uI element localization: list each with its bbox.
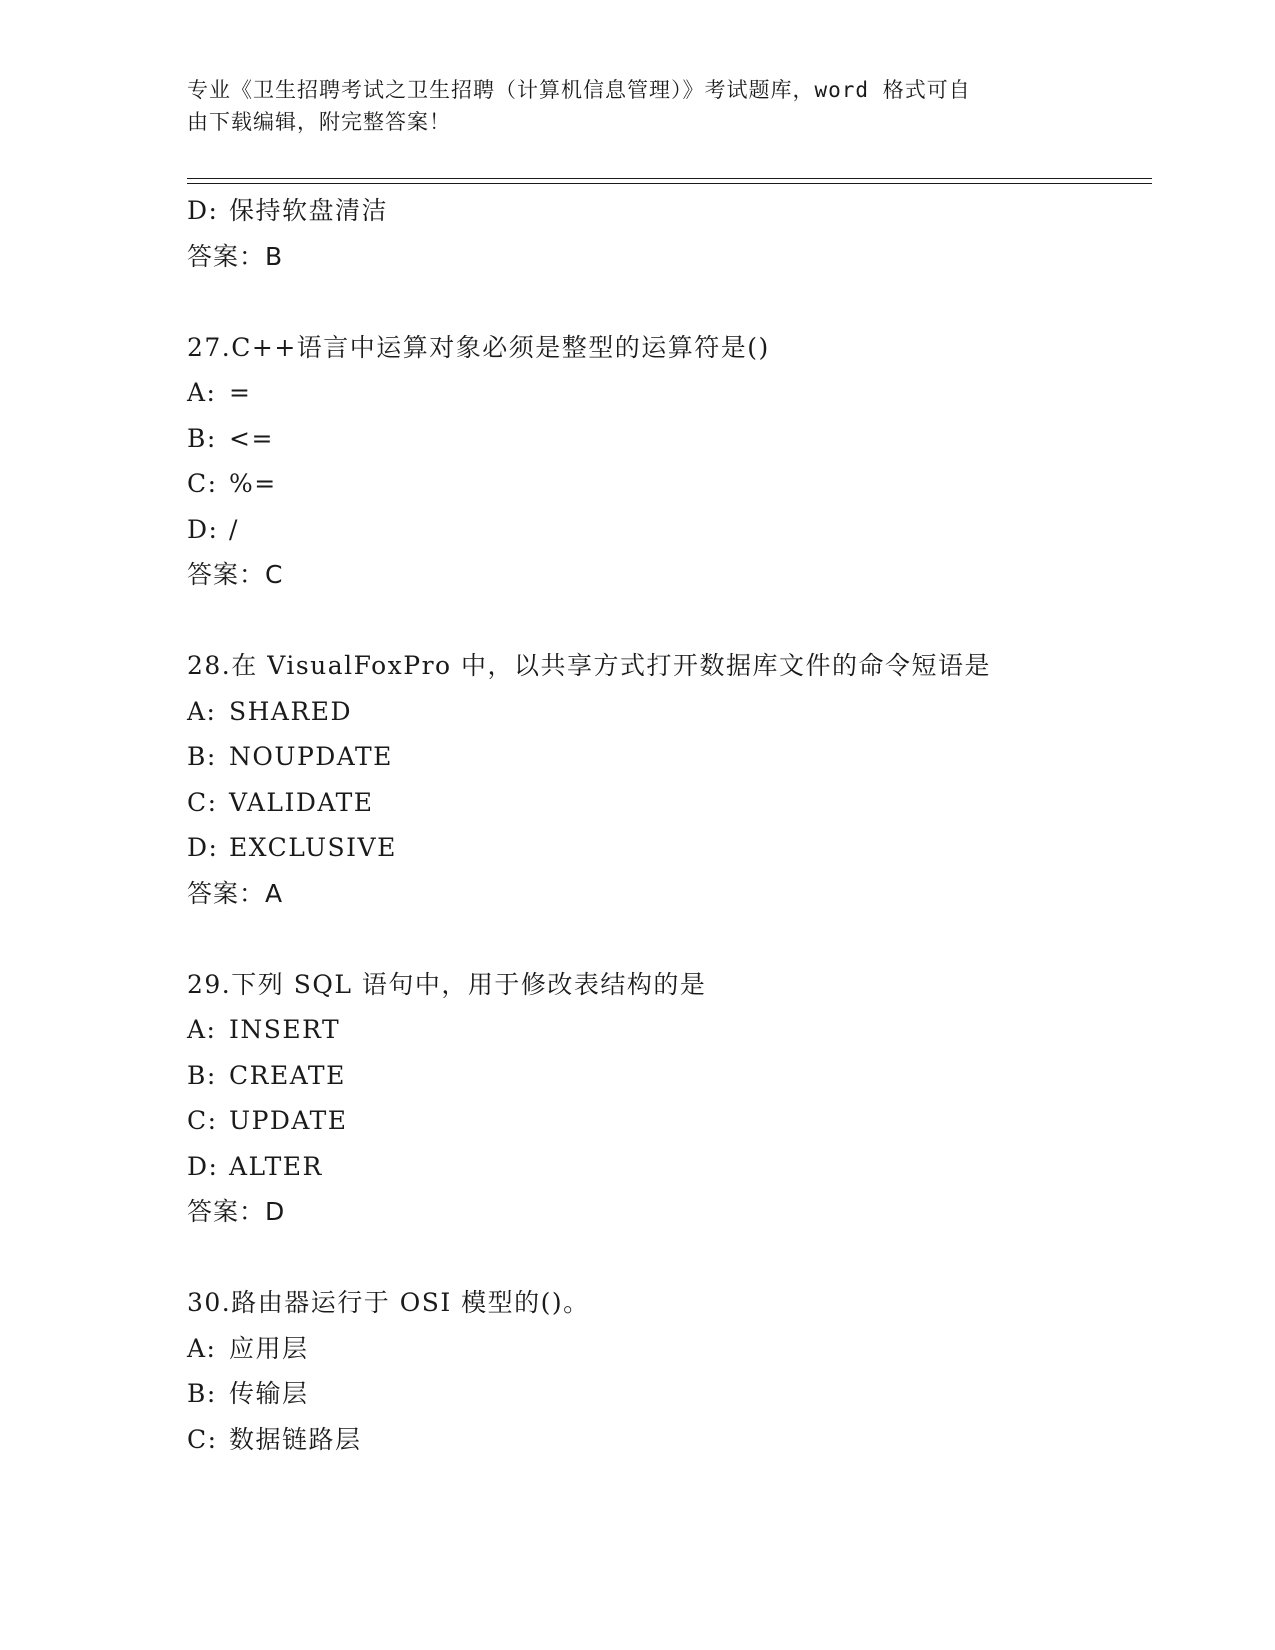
- option-line: [187, 1007, 1152, 1053]
- header-divider-top: [187, 178, 1152, 179]
- header-divider-bottom: [187, 183, 1152, 184]
- option-key: A:: [187, 696, 217, 726]
- option-line: [187, 370, 1152, 416]
- option-line: [187, 1417, 1152, 1463]
- option-text: 应用层: [229, 1333, 309, 1363]
- answer-line: 答案：B: [187, 241, 284, 271]
- option-text: EXCLUSIVE: [229, 833, 397, 862]
- option-line: [187, 1371, 1152, 1417]
- option-key: B:: [187, 1379, 217, 1408]
- option-text: 数据链路层: [229, 1424, 362, 1454]
- question-content: [187, 188, 1152, 1462]
- option-text: ALTER: [229, 1151, 323, 1181]
- option-key: A:: [187, 1333, 217, 1363]
- question-stem: 29.下列 SQL 语句中，用于修改表结构的是: [187, 969, 707, 999]
- question-stem: 27.C++语言中运算对象必须是整型的运算符是(): [187, 332, 770, 362]
- option-line: [187, 1098, 1152, 1144]
- option-text: INSERT: [229, 1015, 341, 1044]
- option-key: D:: [187, 196, 219, 225]
- option-line: [187, 416, 1152, 462]
- option-key: C:: [187, 1106, 218, 1135]
- option-key: D:: [187, 514, 219, 544]
- option-key: B:: [187, 423, 217, 453]
- option-line: [187, 734, 1152, 780]
- option-text: /: [229, 514, 239, 544]
- option-key: C:: [187, 787, 218, 817]
- option-line: [187, 825, 1152, 871]
- header-line-1: 专业《卫生招聘考试之卫生招聘（计算机信息管理）》考试题库，word 格式可自: [187, 78, 971, 102]
- option-line: [187, 780, 1152, 826]
- option-line: [187, 507, 1152, 553]
- answer-line: 答案：C: [187, 560, 284, 589]
- option-line: [187, 1326, 1152, 1372]
- option-line: [187, 188, 1152, 234]
- option-text: 保持软盘清洁: [229, 196, 389, 225]
- document-header: [187, 74, 1067, 138]
- option-key: C:: [187, 469, 218, 498]
- option-key: A:: [187, 1015, 217, 1044]
- option-line: [187, 1053, 1152, 1099]
- answer-line: 答案：A: [187, 878, 284, 908]
- option-key: D:: [187, 833, 219, 862]
- option-key: C:: [187, 1424, 218, 1454]
- option-text: <=: [229, 423, 274, 453]
- option-text: VALIDATE: [229, 787, 374, 817]
- option-text: 传输层: [229, 1379, 309, 1408]
- option-line: [187, 461, 1152, 507]
- option-key: B:: [187, 742, 217, 771]
- answer-line: 答案：D: [187, 1197, 286, 1226]
- option-text: =: [229, 378, 252, 407]
- option-line: [187, 1144, 1152, 1190]
- option-key: A:: [187, 378, 217, 407]
- header-line-2: 由下载编辑，附完整答案！: [187, 110, 451, 134]
- option-text: CREATE: [229, 1060, 346, 1090]
- question-stem: 28.在 VisualFoxPro 中，以共享方式打开数据库文件的命令短语是: [187, 651, 992, 680]
- option-line: [187, 689, 1152, 735]
- option-key: B:: [187, 1060, 217, 1090]
- option-text: UPDATE: [229, 1106, 348, 1135]
- option-text: NOUPDATE: [229, 742, 393, 771]
- option-text: SHARED: [229, 696, 353, 726]
- question-stem: 30.路由器运行于 OSI 模型的()。: [187, 1288, 590, 1317]
- option-key: D:: [187, 1151, 219, 1181]
- option-text: %=: [229, 469, 277, 498]
